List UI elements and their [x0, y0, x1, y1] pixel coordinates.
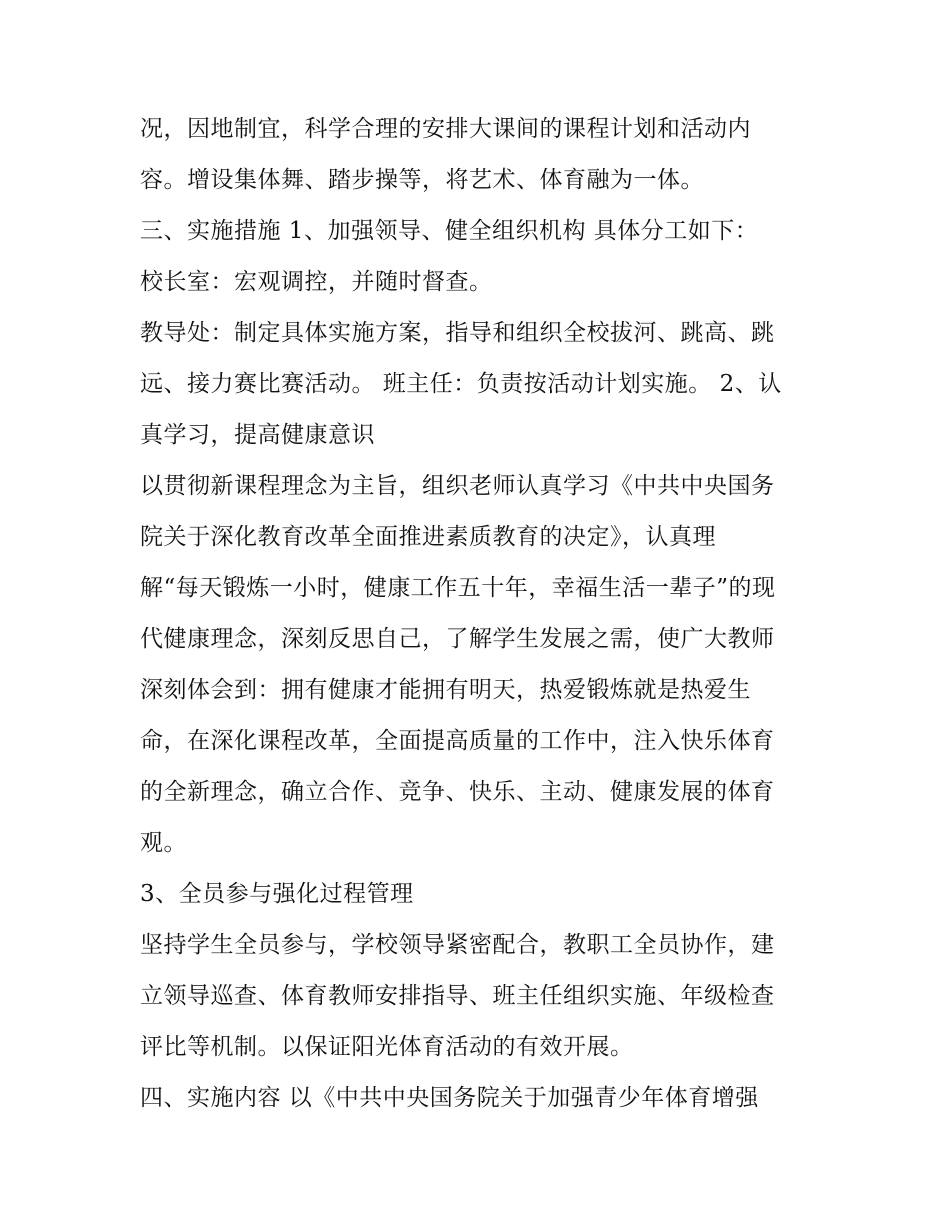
text-line: 的全新理念，确立合作、竞争、快乐、主动、健康发展的体育 — [140, 779, 775, 805]
text-line: 评比等机制。以保证阳光体育活动的有效开展。 — [140, 1034, 634, 1060]
text-line: 深刻体会到：拥有健康才能拥有明天，热爱锻炼就是热爱生 — [140, 677, 751, 703]
text-line: 代健康理念，深刻反思自己，了解学生发展之需，使广大教师 — [140, 626, 775, 652]
section-heading-line: 三、实施措施 1、加强领导、健全组织机构 具体分工如下： — [140, 218, 759, 244]
text-line: 坚持学生全员参与，学校领导紧密配合，教职工全员协作，建 — [140, 932, 775, 958]
document-body — [140, 104, 820, 1124]
text-line: 解“每天锻炼一小时，健康工作五十年，幸福生活一辈子”的现 — [140, 575, 776, 601]
text-line: 容。增设集体舞、踏步操等，将艺术、体育融为一体。 — [140, 167, 704, 193]
text-line: 真学习，提高健康意识 — [140, 422, 375, 448]
text-line: 远、接力赛比赛活动。 班主任：负责按活动计划实施。 2、认 — [140, 371, 782, 397]
text-line: 观。 — [140, 830, 187, 856]
text-line: 校长室：宏观调控，并随时督查。 — [140, 269, 493, 295]
text-line: 院关于深化教育改革全面推进素质教育的决定》，认真理 — [140, 524, 716, 550]
text-line: 况，因地制宜，科学合理的安排大课间的课程计划和活动内 — [140, 116, 751, 142]
text-line: 教导处：制定具体实施方案，指导和组织全校拔河、跳高、跳 — [140, 320, 775, 346]
text-line: 以贯彻新课程理念为主旨，组织老师认真学习《中共中央国务 — [140, 473, 775, 499]
subsection-heading-line: 3、全员参与强化过程管理 — [140, 881, 414, 907]
section-heading-line: 四、实施内容 以《中共中央国务院关于加强青少年体育增强 — [140, 1085, 759, 1111]
text-line: 立领导巡查、体育教师安排指导、班主任组织实施、年级检查 — [140, 983, 775, 1009]
text-line: 命，在深化课程改革，全面提高质量的工作中，注入快乐体育 — [140, 728, 775, 754]
